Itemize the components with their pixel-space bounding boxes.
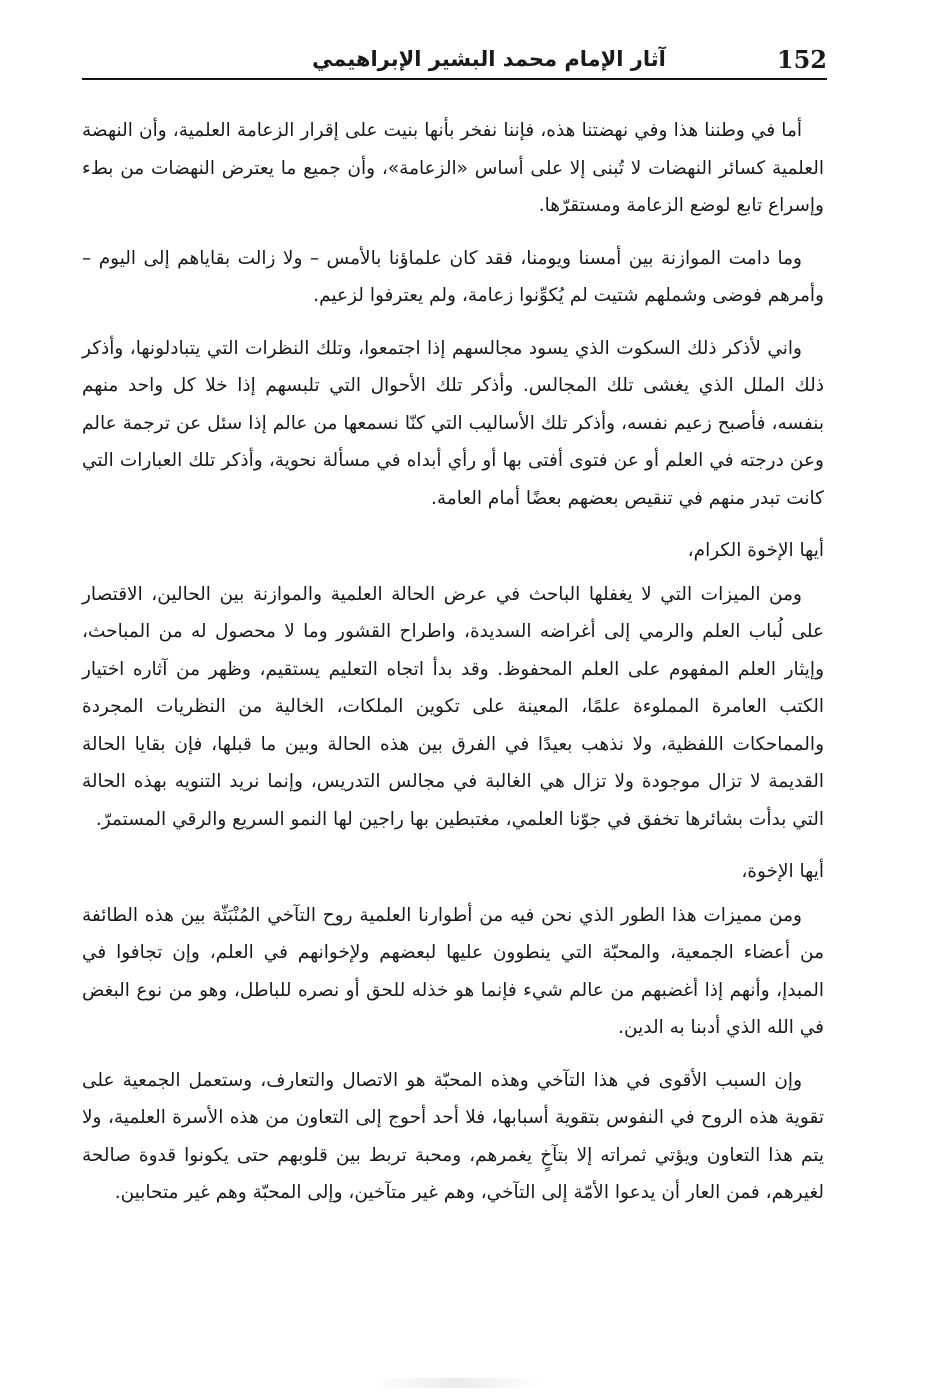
running-title: آثار الإمام محمد البشير الإبراهيمي	[312, 47, 666, 71]
paragraph: واني لأذكر ذلك السكوت الذي يسود مجالسهم إذا اجتمعوا، وتلك النظرات التي يتبادلونها، وأذكر ذلك الملل الذي يغشى تلك المجالس. وأذكر تلك الأحوال التي تلبسهم إذا خلا كل واحد منهم بنفسه، فأصبح زعيم نفسه، وأذكر تلك الأساليب التي كنّا نسمعها من عالم إذا سئل عن ترجمة عالم وعن درجته في العلم أو عن فتوى أفتى بها أو رأي أبداه في مسألة نحوية، وأذكر تلك العبارات التي كانت تبدر منهم في تنقيص بعضهم بعضًا أمام العامة.	[82, 337, 824, 509]
page-number: 152	[776, 45, 827, 74]
address-line: أيها الإخوة،	[741, 861, 824, 882]
body-text	[82, 112, 824, 1227]
paragraph: أما في وطننا هذا وفي نهضتنا هذه، فإننا نفخر بأنها بنيت على إقرار الزعامة العلمية، وأن النهضة العلمية كسائر النهضات لا تُبنى إلا على أساس «الزعامة»، وأن جميع ما يعترض النهضات من بطء وإسراع تابع لوضع الزعامة ومستقرّها.	[82, 120, 824, 216]
page-header	[82, 40, 827, 76]
header-rule	[82, 78, 827, 80]
paragraph: ومن الميزات التي لا يغفلها الباحث في عرض الحالة العلمية والموازنة بين الحالين، الاقتصار على لُباب العلم والرمي إلى أغراضه السديدة، واطراح القشور وما لا محصول له من المباحث، وإيثار العلم المفهوم على العلم المحفوظ. وقد بدأ اتجاه التعليم يستقيم، وظهر من آثاره اختيار الكتب العامرة المملوءة علمًا، المعينة على تكوين الملكات، الخالية من النظريات المجردة والمماحكات اللفظية، ولا نذهب بعيدًا في الفرق بين هذه الحالة وبين ما قبلها، فإن بقايا الحالة القديمة لا تزال موجودة ولا تزال هي الغالبة في مجالس التدريس، وإنما نريد التنويه بهذه الحالة التي بدأت بشائرها تخفق في جوّنا العلمي، مغتبطين بها راجين لها النمو السريع والرقي المستمرّ.	[82, 583, 824, 830]
paragraph: ومن مميزات هذا الطور الذي نحن فيه من أطوارنا العلمية روح التآخي المُنْبَثّة بين هذه الطائفة من أعضاء الجمعية، والمحبّة التي ينطوون عليها لبعضهم ولإخوانهم في العلم، وإن تجافوا في المبدإ، وأنهم إذا أغضبهم من عالم شيء فإنما هو خذله للحق أو نصره للباطل، وهو من نوع البغض في الله الذي أدبنا به الدين.	[82, 904, 824, 1038]
paragraph: وما دامت الموازنة بين أمسنا ويومنا، فقد كان علماؤنا بالأمس – ولا زالت بقاياهم إلى اليوم – وأمرهم فوضى وشملهم شتيت لم يُكوِّنوا زعامة، ولم يعترفوا لزعيم.	[82, 247, 824, 306]
scan-smudge	[372, 1378, 542, 1388]
address-line: أيها الإخوة الكرام،	[687, 540, 824, 561]
paragraph: وإن السبب الأقوى في هذا التآخي وهذه المحبّة هو الاتصال والتعارف، وستعمل الجمعية على تقوية هذه الروح في النفوس بتقوية أسبابها، فلا أحد أحوج إلى التعاون من هذه الأسرة العلمية، ولا يتم هذا التعاون ويؤتي ثمراته إلا بتآخٍ يغمرهم، ومحبة تربط بين قلوبهم حتى يكونوا قدوة صالحة لغيرهم، فمن العار أن يدعوا الأمّة إلى التآخي، وهم غير متآخين، وإلى المحبّة وهم غير متحابين.	[82, 1069, 824, 1203]
